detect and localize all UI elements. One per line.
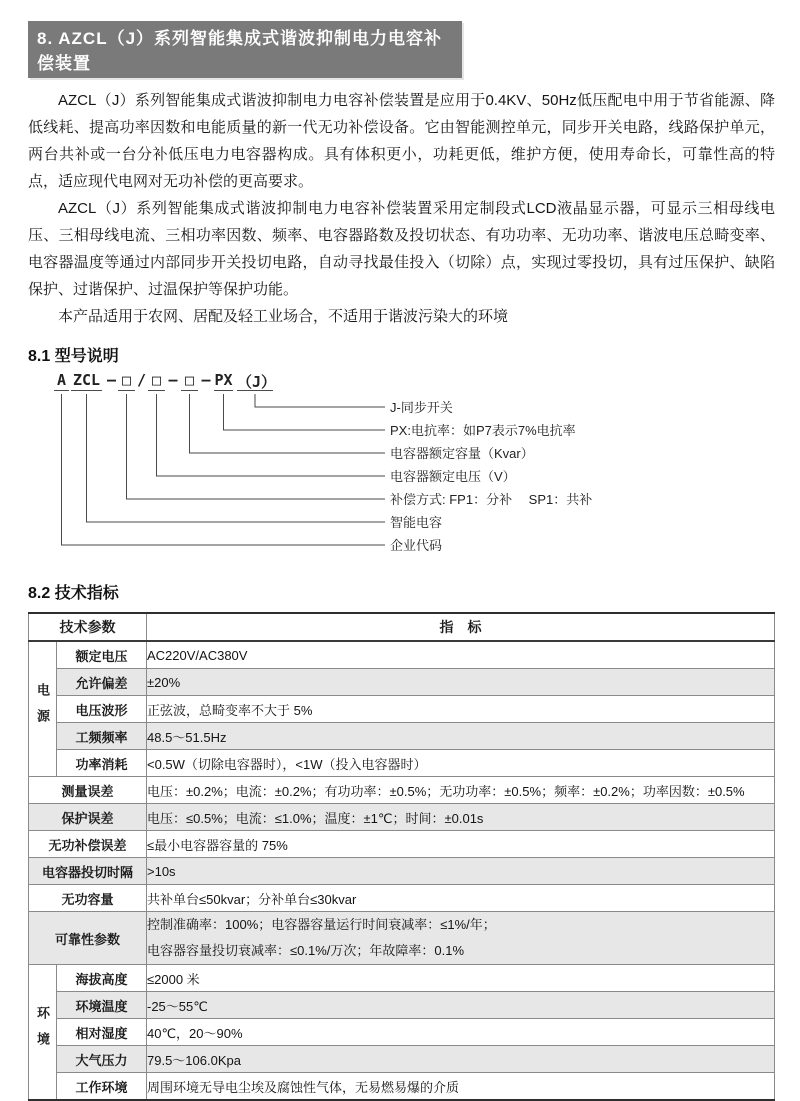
value-cell (147, 912, 775, 965)
model-code-diagram (28, 369, 775, 567)
value-cell: 电压：±0.2%；电流：±0.2%；有功功率：±0.5%；无功功率：±0.5%；频率：±0.2%；功率因数：±0.5% (147, 777, 775, 804)
value-cell: 40℃，20～90% (147, 1019, 775, 1046)
model-label-rated-voltage: 电容器额定电压（V） (390, 469, 516, 484)
intro-paragraph-3: 本产品适用于农网、居配及轻工业场合，不适用于谐波污染大的环境 (58, 308, 509, 325)
model-token-reactance: PX (214, 371, 233, 389)
spec-table (28, 612, 775, 1101)
value-cell: 48.5～51.5Hz (147, 723, 775, 750)
param-cell: 允许偏差 (57, 669, 147, 696)
value-cell: >10s (147, 858, 775, 885)
model-token-rated-voltage: □ (148, 371, 165, 391)
param-cell: 环境温度 (57, 992, 147, 1019)
group-label-environment: 环境 (29, 965, 57, 1101)
value-line-2: 电容器容量投切衰减率：≤0.1%/万次；年故障率：0.1% (147, 943, 465, 958)
param-cell: 电压波形 (57, 696, 147, 723)
group-label-power: 电源 (29, 641, 57, 777)
model-separator-dash: — (106, 371, 117, 389)
param-cell: 额定电压 (57, 641, 147, 669)
table-row (29, 669, 775, 696)
table-row (29, 885, 775, 912)
value-line-1: 控制准确率：100%；电容器容量运行时间衰减率：≤1%/年； (147, 917, 496, 932)
value-cell: 正弦波，总畸变率不大于 5% (147, 696, 775, 723)
param-cell: 无功补偿误差 (29, 831, 147, 858)
param-cell: 海拔高度 (57, 965, 147, 992)
table-row (29, 750, 775, 777)
table-row (29, 641, 775, 669)
table-row (29, 1073, 775, 1101)
value-cell: AC220V/AC380V (147, 641, 775, 669)
model-separator-slash: / (136, 371, 147, 389)
param-cell: 相对湿度 (57, 1019, 147, 1046)
model-token-company-code: A (54, 371, 69, 391)
value-cell: <0.5W（切除电容器时），<1W（投入电容器时） (147, 750, 775, 777)
model-token-sync-switch: （J） (237, 373, 277, 391)
param-cell: 工作环境 (57, 1073, 147, 1101)
value-cell: 电压：≤0.5%；电流：≤1.0%；温度：±1℃；时间：±0.01s (147, 804, 775, 831)
value-cell: 周围环境无导电尘埃及腐蚀性气体，无易燃易爆的介质 (147, 1073, 775, 1101)
header-cell-value: 指 标 (147, 613, 775, 641)
table-row (29, 992, 775, 1019)
model-label-smart-capacitor: 智能电容 (390, 515, 443, 530)
model-label-sync-switch: J-同步开关 (390, 400, 453, 415)
table-row (29, 723, 775, 750)
param-cell: 功率消耗 (57, 750, 147, 777)
model-label-rated-capacity: 电容器额定容量（Kvar） (390, 446, 534, 461)
header-cell-parameter: 技术参数 (29, 613, 147, 641)
spec-table-wrapper (28, 612, 775, 1101)
table-row (29, 858, 775, 885)
param-cell: 保护误差 (29, 804, 147, 831)
model-separator-dash: — (201, 371, 211, 389)
value-cell: -25～55℃ (147, 992, 775, 1019)
table-row (29, 1046, 775, 1073)
model-token-smart-capacitor: ZCL (72, 371, 101, 389)
model-label-compensation-mode: 补偿方式: FP1：分补 SP1：共补 (390, 492, 593, 507)
param-cell: 工频频率 (57, 723, 147, 750)
model-label-reactance: PX:电抗率：如P7表示7%电抗率 (390, 423, 576, 438)
table-row (29, 777, 775, 804)
table-row (29, 831, 775, 858)
table-row (29, 912, 775, 965)
param-cell: 电容器投切时隔 (29, 858, 147, 885)
value-cell: ±20% (147, 669, 775, 696)
table-row (29, 1019, 775, 1046)
model-description-heading: 8.1 型号说明 (28, 348, 119, 365)
value-cell: ≤最小电容器容量的 75% (147, 831, 775, 858)
value-cell: ≤2000 米 (147, 965, 775, 992)
table-row (29, 696, 775, 723)
model-separator-dash: — (168, 371, 178, 389)
value-cell: 共补单台≤50kvar；分补单台≤30kvar (147, 885, 775, 912)
section-header-bar: 8. AZCL（J）系列智能集成式谐波抑制电力电容补偿装置 (28, 21, 462, 78)
param-cell: 无功容量 (29, 885, 147, 912)
param-cell: 大气压力 (57, 1046, 147, 1073)
model-label-company-code: 企业代码 (390, 538, 443, 553)
table-row (29, 804, 775, 831)
value-cell: 79.5～106.0Kpa (147, 1046, 775, 1073)
intro-paragraph-2: AZCL（J）系列智能集成式谐波抑制电力电容补偿装置采用定制段式LCD液晶显示器，可显示三相母线电压、三相母线电流、三相功率因数、频率、电容器路数及投切状态、有功功率、无功功率、谐波电压总畸变率、电容器温度等通过内部同步开关投切电路，自动寻找最佳投入（切除）点，实现过零投切，具有过压保护、缺陷保护、过谐保护、过温保护等保护功能。 (28, 200, 775, 298)
model-token-rated-capacity: □ (181, 371, 198, 391)
intro-paragraph-1: AZCL（J）系列智能集成式谐波抑制电力电容补偿装置是应用于0.4KV、50Hz低压配电中用于节省能源、降低线耗、提高功率因数和电能质量的新一代无功补偿设备。它由智能测控单元，同步开关电路，线路保护单元，两台共补或一台分补低压电力电容器构成。具有体积更小，功耗更低，维护方便，使用寿命长，可靠性高的特点，适应现代电网对无功补偿的更高要求。 (28, 92, 775, 190)
table-header-row (29, 613, 775, 641)
table-row (29, 965, 775, 992)
tech-specs-heading: 8.2 技术指标 (28, 585, 119, 602)
model-token-compensation-mode: □ (118, 371, 135, 391)
param-cell: 测量误差 (29, 777, 147, 804)
param-cell: 可靠性参数 (29, 912, 147, 965)
